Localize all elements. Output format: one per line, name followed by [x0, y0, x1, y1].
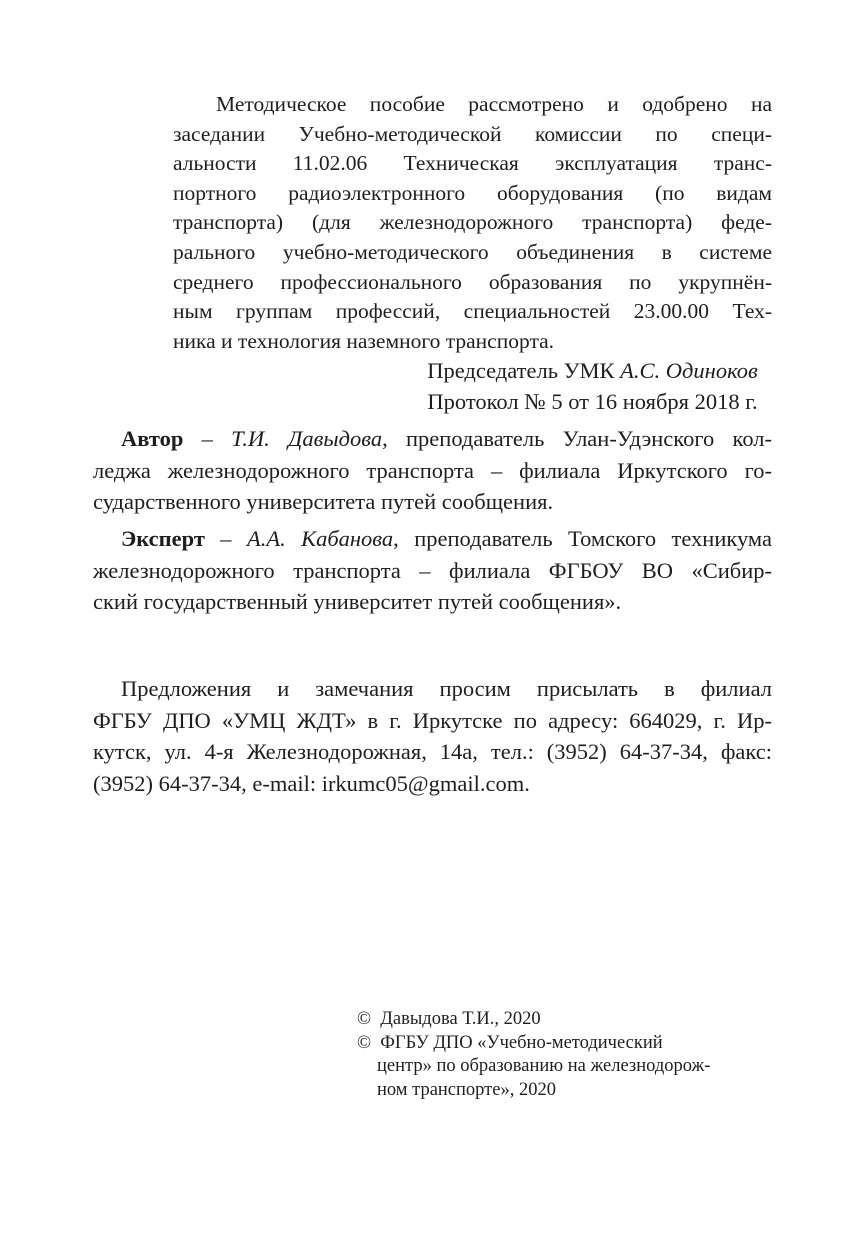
text-line [93, 768, 772, 800]
text-segment-normal: ФГБУ ДПО «УМЦ ЖДТ» в г. Иркутске по адресу: 664029, г. Ир- [93, 707, 772, 733]
text-segment-normal: ным группам профессий, специальностей 23.00.00 Тех- [173, 299, 772, 324]
text-line [173, 149, 772, 179]
text-segment-normal: леджа железнодорожного транспорта – филиала Иркутского го- [93, 457, 772, 483]
feedback-address-paragraph [93, 673, 772, 799]
text-line [93, 673, 772, 705]
text-line [357, 1008, 797, 1032]
text-line [173, 179, 772, 209]
text-segment-normal: (3952) 64-37-34, e-mail: irkumc05@gmail.com. [93, 770, 530, 796]
text-line [93, 455, 772, 487]
text-segment-normal: , преподаватель Томского техникума [393, 526, 772, 551]
text-segment-normal: транспорта) (для железнодорожного транспорта) феде- [173, 210, 772, 235]
text-line [93, 555, 772, 587]
text-segment-normal: , преподаватель Улан-Удэнского кол- [382, 426, 772, 451]
text-segment-normal: кутск, ул. 4-я Железнодорожная, 14а, тел.: (3952) 64-37-34, факс: [93, 739, 772, 764]
text-segment-normal: Предложения и замечания просим присылать в филиал [121, 676, 772, 701]
text-segment-italic: Т.И. Давыдова [231, 426, 383, 451]
text-line [173, 90, 772, 120]
author-paragraph [93, 423, 772, 518]
text-line [173, 238, 772, 268]
text-segment-italic: А.С. Одиноков [620, 358, 758, 383]
text-segment-normal: альности 11.02.06 Техническая эксплуатация транс- [173, 151, 772, 176]
text-segment-normal: сударственного университета путей сообщения. [93, 489, 554, 514]
text-segment-normal: – [183, 426, 232, 451]
text-line [173, 268, 772, 298]
text-line [93, 523, 772, 555]
text-segment-normal: портного радиоэлектронного оборудования (по видам [173, 180, 772, 205]
text-line [395, 386, 790, 417]
text-segment-italic: А.А. Кабанова [246, 526, 394, 551]
text-segment-normal: Методическое пособие рассмотрено и одобрено на [216, 92, 772, 116]
text-segment-normal: железнодорожного транспорта – филиала ФГБОУ ВО «Сибир- [93, 557, 772, 583]
text-segment-bold: Эксперт [121, 526, 205, 551]
text-segment-normal: © ФГБУ ДПО «Учебно-методический [357, 1032, 663, 1053]
text-segment-normal: © Давыдова Т.И., 2020 [357, 1009, 541, 1029]
umk-chairman-signature [395, 355, 790, 417]
text-segment-bold: Автор [121, 426, 184, 451]
text-line [357, 1032, 797, 1056]
text-line [93, 586, 772, 618]
text-segment-normal: среднего профессионального образования по укрупнён- [173, 269, 772, 294]
text-segment-normal: заседании Учебно-методической комиссии по специ- [173, 121, 772, 146]
text-line [395, 355, 790, 386]
text-line [93, 705, 772, 737]
text-line [93, 486, 772, 518]
text-segment-normal: – [204, 526, 247, 551]
text-segment-normal: Протокол № 5 от 16 ноября 2018 г. [427, 389, 758, 414]
text-segment-normal: ский государственный университет путей сообщения». [93, 589, 622, 614]
text-line [93, 423, 772, 455]
approval-paragraph [173, 90, 772, 356]
text-line [173, 297, 772, 327]
copyright-block [357, 1008, 797, 1103]
text-line [173, 120, 772, 150]
text-segment-normal: центр» по образованию на железнодорож- [377, 1056, 711, 1077]
text-line [173, 208, 772, 238]
text-segment-normal: ника и технология наземного транспорта. [173, 328, 555, 353]
text-line [173, 327, 772, 357]
expert-paragraph [93, 523, 772, 618]
text-segment-normal: рального учебно-методического объединения в системе [173, 239, 772, 264]
text-line [93, 736, 772, 768]
text-segment-normal: ном транспорте», 2020 [377, 1080, 556, 1101]
text-line [357, 1079, 797, 1103]
text-line [357, 1055, 797, 1079]
text-segment-normal: Председатель УМК [427, 358, 621, 383]
